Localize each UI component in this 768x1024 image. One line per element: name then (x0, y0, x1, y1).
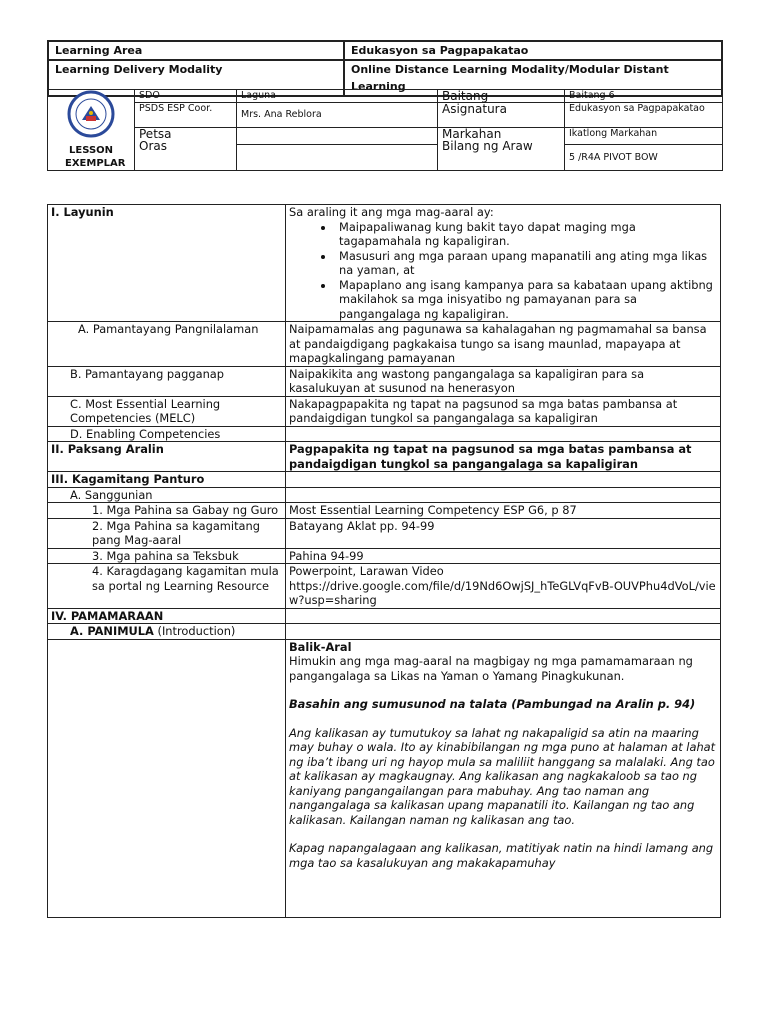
paksang-aralin-value: Pagpapakita ng tapat na pagsunod sa mga batas pambansa at pandaigdigan tungkol sa pangangalaga sa kapaligiran (286, 442, 721, 472)
pamantayang-pangnilalaman-value: Naipamamalas ang pagunawa sa kahalagahan ng pagmamahal sa bansa at pandaigdigang pagkakaisa tungo sa isang maunlad, mapayapa at mapagkalingang pamayanan (286, 322, 721, 367)
modality-label: Learning Delivery Modality (48, 60, 344, 96)
petsa-value (237, 128, 438, 145)
markahan-label: Markahan (442, 127, 502, 141)
kagamitang-panturo-value (286, 472, 721, 488)
teksbuk-label: 3. Mga pahina sa Teksbuk (48, 548, 286, 564)
balik-aral-text: Himukin ang mga mag-aaral na magbigay ng mga pamamamaraan ng pangangalaga sa Likas na Yaman o Yamang Pinagkukunan. (289, 654, 693, 683)
sdo-value: Laguna (237, 90, 438, 103)
markahan-bilang-label (438, 128, 565, 171)
petsa-label: Petsa (139, 127, 172, 141)
mag-aaral-value: Batayang Aklat pp. 94-99 (286, 518, 721, 548)
markahan-value: Ikatlong Markahan (565, 128, 723, 145)
asignatura-value: Edukasyon sa Pagpapakatao (565, 103, 723, 128)
pamantayang-pagganap-label: B. Pamantayang pagganap (48, 366, 286, 396)
paksang-aralin-label: II. Paksang Aralin (48, 442, 286, 472)
list-item: • Maipapaliwanag kung bakit tayo dapat maging mga tagapamahala ng kapaligiran. (335, 220, 717, 249)
pamamaraan-value (286, 608, 721, 624)
oras-label: Oras (139, 139, 167, 153)
melc-value: Nakapagpapakita ng tapat na pagsunod sa mga batas pambansa at pandaigdigan tungkol sa pangangalaga sa kapaligiran (286, 396, 721, 426)
bilang-value: 5 /R4A PIVOT BOW (565, 145, 723, 171)
enabling-competencies-label: D. Enabling Competencies (48, 426, 286, 442)
gabay-guro-label: 1. Mga Pahina sa Gabay ng Guro (48, 503, 286, 519)
talata-paragraph-1: Ang kalikasan ay tumutukoy sa lahat ng nakapaligid sa atin na maaring may buhay o wala. Ito ay kinabibilangan ng mga puno at halaman at lahat ng iba’t ibang uri ng hayop mula sa maliliit hanggang sa malalaki. Ang tao at kalikasan ay magkaugnay. Ang kalikasan ang nagkakaloob sa tao ng kaniyang pangangailangan para mabuhay. Ang tao naman ang nangangalaga sa kalikasan upang mapanatili ito. Kailangan ng tao ang kalikasan. Kailangan naman ng kalikasan ang tao. (289, 725, 716, 827)
karagdagan-value (286, 564, 721, 609)
layunin-label: I. Layunin (48, 205, 286, 322)
sanggunian-value (286, 487, 721, 503)
layunin-intro: Sa araling it ang mga mag-aaral ay: (289, 205, 494, 219)
lesson-info-table (47, 89, 723, 171)
panimula-sub: (Introduction) (157, 624, 236, 638)
modality-value: Online Distance Learning Modality/Modular Distant Learning (344, 60, 722, 96)
enabling-competencies-value (286, 426, 721, 442)
psds-label: PSDS ESP Coor. (135, 103, 237, 128)
balik-aral-title: Balik-Aral (289, 639, 352, 654)
panimula-value (286, 624, 721, 640)
resource-link[interactable]: https://drive.google.com/file/d/19Nd6OwjSJ_hTeGLVqFvB-OUVPhu4dVoL/view?usp=sharing (289, 578, 716, 607)
basahin-instruction: Basahin ang sumusunod na talata (Pambungad na Aralin p. 94) (289, 697, 696, 711)
logo-cell (48, 90, 135, 171)
list-item: • Mapaplano ang isang kampanya para sa kabataan upang aktibng makilahok sa mga inisyatibo ng pamayanan para sa pangangalaga ng kapaligiran. (335, 278, 717, 322)
baitang-value: Baitang 6 (565, 90, 723, 103)
panimula-title: A. PANIMULA (70, 624, 154, 638)
panimula-content (286, 639, 721, 917)
learning-area-value: Edukasyon sa Pagpapakatao (344, 41, 722, 60)
layunin-list (289, 220, 717, 322)
sdo-label: SDO (135, 90, 237, 103)
pamamaraan-label: IV. PAMAMARAAN (48, 608, 286, 624)
melc-label: C. Most Essential Learning Competencies (MELC) (48, 396, 286, 426)
psds-value: Mrs. Ana Reblora (237, 103, 438, 128)
baitang-label: Baitang (438, 90, 565, 103)
deped-seal-icon (67, 90, 115, 138)
learning-area-label: Learning Area (48, 41, 344, 60)
layunin-cell (286, 205, 721, 322)
kagamitang-panturo-label: III. Kagamitang Panturo (48, 472, 286, 488)
panimula-left-cell (48, 639, 286, 917)
asignatura-label: Asignatura (438, 103, 565, 128)
pamantayang-pagganap-value: Naipakikita ang wastong pangangalaga sa kapaligiran para sa kasalukuyan at susunod na henerasyon (286, 366, 721, 396)
bilang-label: Bilang ng Araw (442, 139, 533, 153)
list-item: • Masusuri ang mga paraan upang mapanatili ang ating mga likas na yaman, at (335, 249, 717, 278)
talata-paragraph-2: Kapag napangalagaan ang kalikasan, matitiyak natin na hindi lamang ang mga tao sa kasalukuyan ang makakapamuhay (289, 841, 714, 870)
mag-aaral-label: 2. Mga Pahina sa kagamitang pang Mag-aaral (48, 518, 286, 548)
lesson-exemplar-label: LESSON EXEMPLAR (65, 145, 126, 169)
teksbuk-value: Pahina 94-99 (286, 548, 721, 564)
petsa-oras-label (135, 128, 237, 171)
gabay-guro-value: Most Essential Learning Competency ESP G6, p 87 (286, 503, 721, 519)
sanggunian-label: A. Sanggunian (48, 487, 286, 503)
lesson-plan-table (47, 204, 721, 918)
karagdagan-label: 4. Karagdagang kagamitan mula sa portal ng Learning Resource (48, 564, 286, 609)
panimula-label (48, 624, 286, 640)
karagdagan-materials: Powerpoint, Larawan Video (289, 564, 444, 578)
oras-value (237, 145, 438, 171)
pamantayang-pangnilalaman-label: A. Pamantayang Pangnilalaman (48, 322, 286, 367)
